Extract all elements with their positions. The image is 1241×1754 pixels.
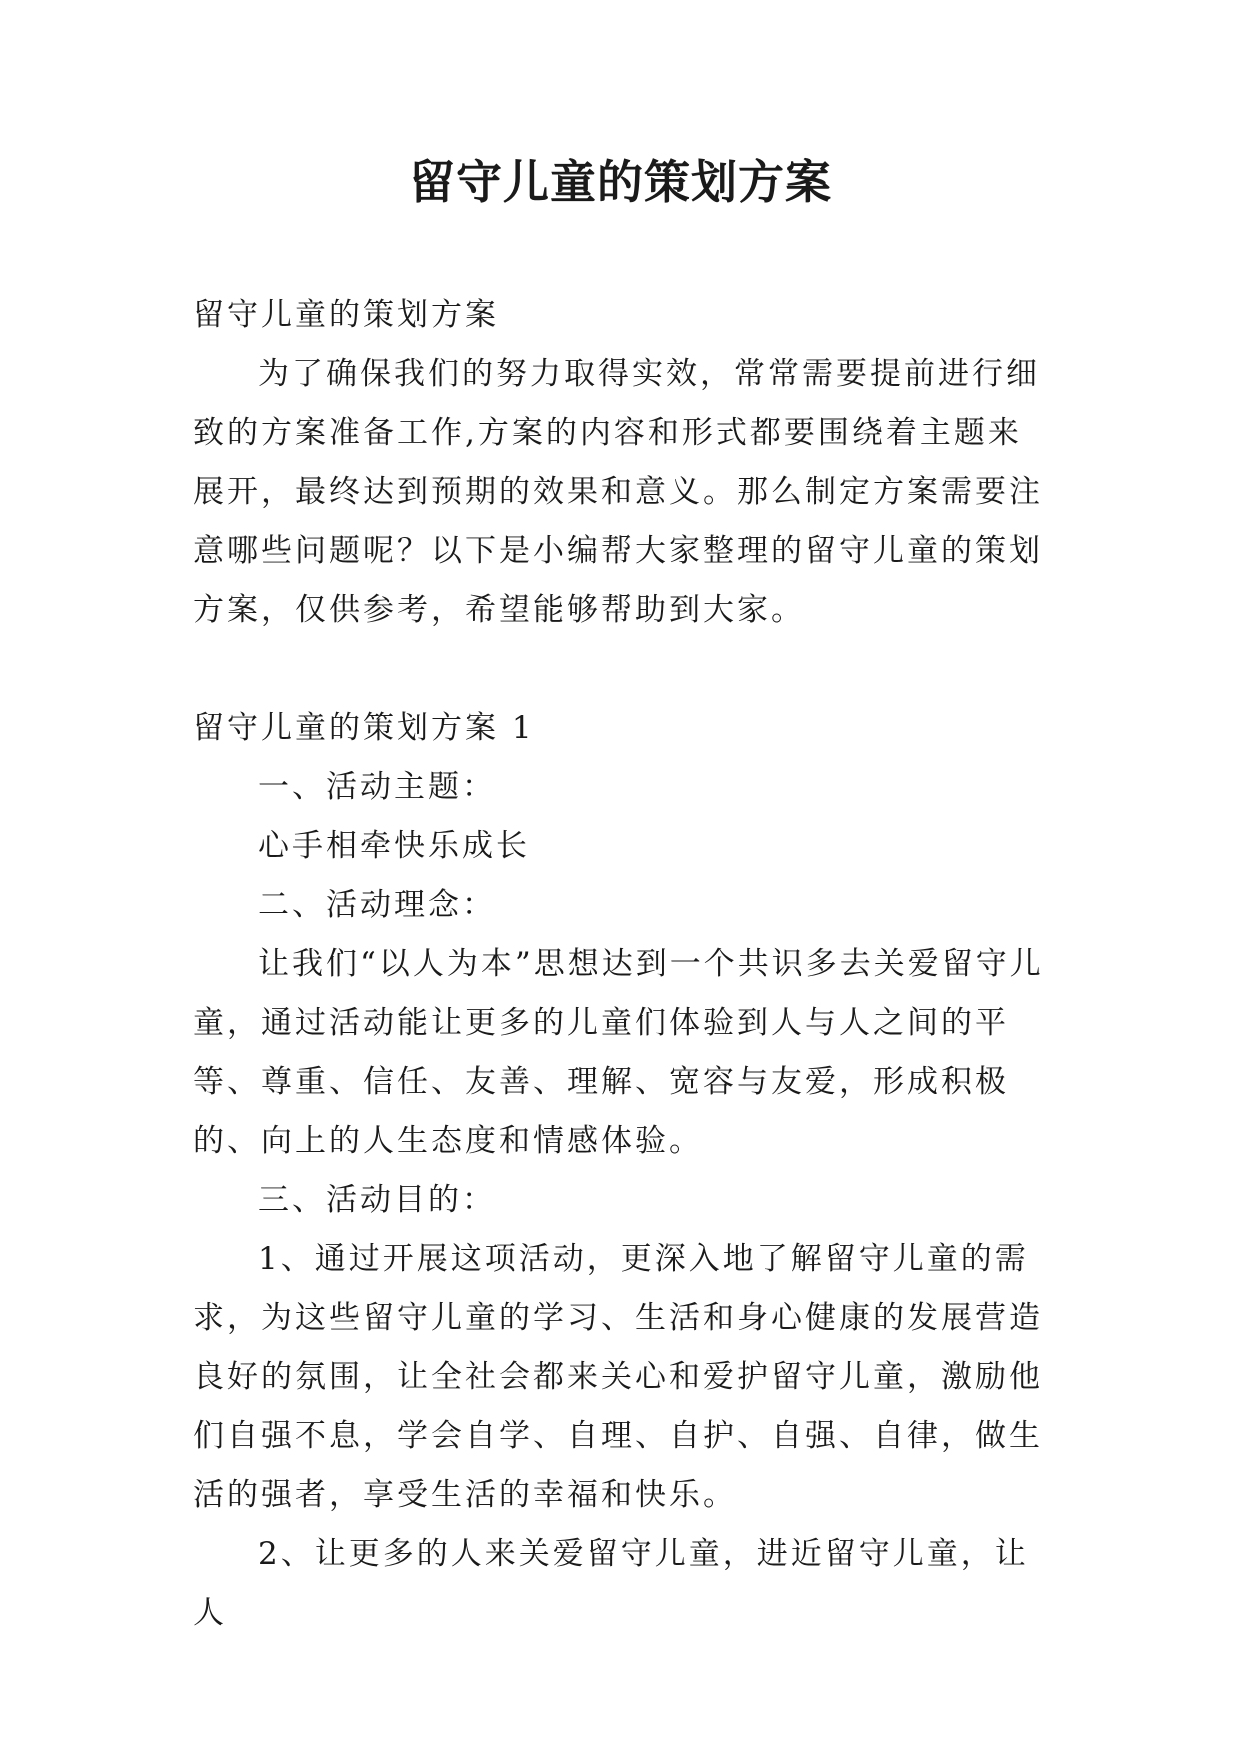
document-body (193, 286, 1055, 1643)
concept-paragraph: 让我们“以人为本”思想达到一个共识多去关爱留守儿童，通过活动能让更多的儿童们体验到人与人之间的平等、尊重、信任、友善、理解、宽容与友爱，形成积极的、向上的人生态度和情感体验。 (193, 946, 1044, 1159)
document-title: 留守儿童的策划方案 (409, 155, 832, 209)
theme-text: 心手相牵快乐成长 (258, 828, 530, 864)
theme-heading: 一、活动主题： (258, 769, 496, 805)
purpose-item-1: 1、通过开展这项活动，更深入地了解留守儿童的需求，为这些留守儿童的学习、生活和身心健康的发展营造良好的氛围，让全社会都来关心和爱护留守儿童，激励他们自强不息，学会自学、自理、自护、自强、自律，做生活的强者，享受生活的幸福和快乐。 (193, 1241, 1043, 1513)
purpose-heading: 三、活动目的： (258, 1182, 496, 1218)
spacer (193, 640, 1055, 699)
concept-heading: 二、活动理念： (258, 887, 496, 923)
purpose-item-2: 2、让更多的人来关爱留守儿童，进近留守儿童，让人 (193, 1536, 1029, 1631)
subtitle: 留守儿童的策划方案 (193, 297, 499, 333)
section-heading: 留守儿童的策划方案 1 (193, 710, 535, 746)
intro-paragraph: 为了确保我们的努力取得实效，常常需要提前进行细致的方案准备工作,方案的内容和形式都要围绕着主题来展开，最终达到预期的效果和意义。那么制定方案需要注意哪些问题呢？以下是小编帮大家整理的留守儿童的策划方案，仅供参考，希望能够帮助到大家。 (193, 356, 1043, 628)
